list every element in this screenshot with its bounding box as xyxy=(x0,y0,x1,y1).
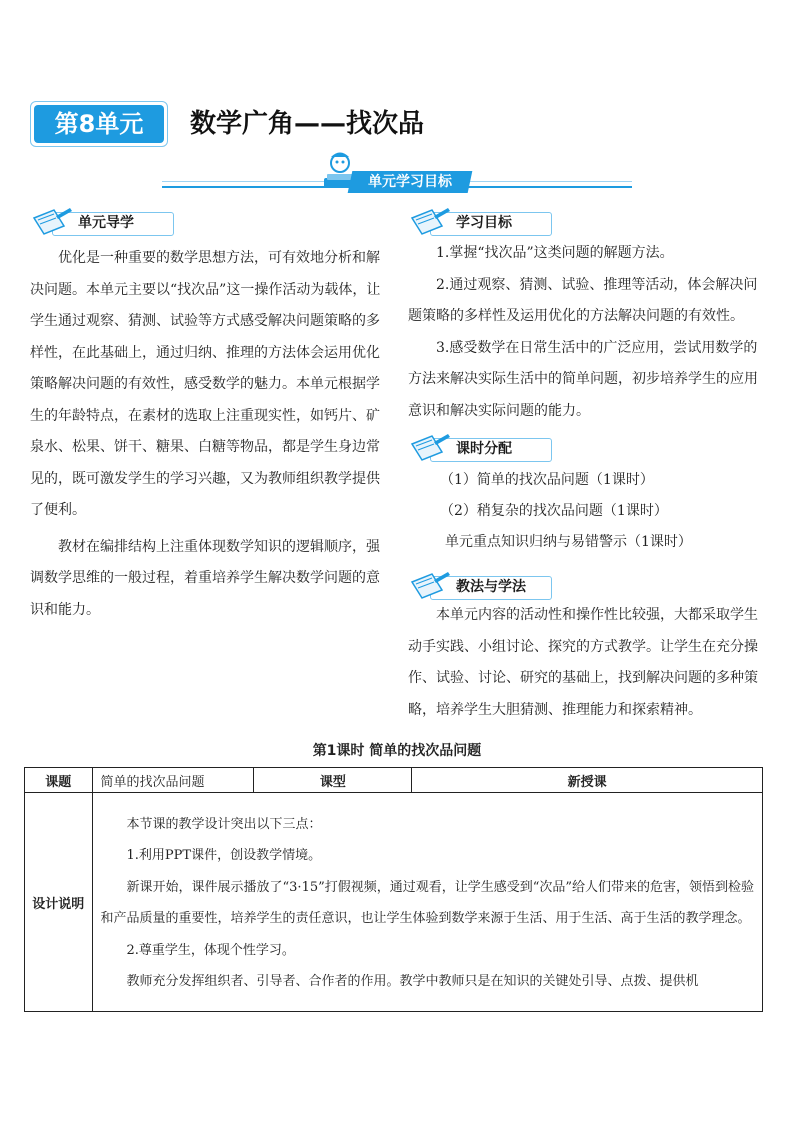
table-row xyxy=(25,793,763,1012)
unit-goals-banner: 单元学习目标 xyxy=(348,171,473,193)
goals-section-header xyxy=(408,206,558,234)
schedule-list xyxy=(440,465,770,558)
methods-section-header xyxy=(408,570,558,598)
goals-list xyxy=(408,238,764,427)
unit-title: 数学广角——找次品 xyxy=(190,109,425,139)
book-pencil-icon xyxy=(30,206,76,236)
guide-heading: 单元导学 xyxy=(78,215,134,231)
table-row xyxy=(25,768,763,793)
goal-item: 2.通过观察、猜测、试验、推理等活动，体会解决问题策略的多样性及运用优化的方法解决问题的有效性。 xyxy=(408,276,758,324)
design-line: 教师充分发挥组织者、引导者、合作者的作用。教学中教师只是在知识的关键处引导、点拨、提供机 xyxy=(126,974,699,989)
goals-heading: 学习目标 xyxy=(456,215,512,231)
lesson-table xyxy=(24,767,763,1012)
goal-item: 3.感受数学在日常生活中的广泛应用，尝试用数学的方法来解决实际生活中的简单问题，初步培养学生的应用意识和解决实际问题的能力。 xyxy=(408,339,758,419)
design-description xyxy=(92,793,762,1012)
goal-item: 1.掌握“找次品”这类问题的解题方法。 xyxy=(436,245,674,261)
book-pencil-icon xyxy=(408,570,454,600)
methods-paragraph: 本单元内容的活动性和操作性比较强，大都采取学生动手实践、小组讨论、探究的方式教学。让学生在充分操作、试验、讨论、研究的基础上，找到解决问题的多种策略，培养学生大胆猜测、推理能力和探索精神。 xyxy=(408,607,758,718)
design-label: 设计说明 xyxy=(25,793,93,1012)
type-label: 课型 xyxy=(254,768,412,793)
methods-heading: 教法与学法 xyxy=(456,579,526,595)
topic-label: 课题 xyxy=(25,768,93,793)
lesson-title: 第1课时 简单的找次品问题 xyxy=(312,743,482,759)
design-line: 2.尊重学生，体现个性学习。 xyxy=(126,942,295,958)
guide-section-header xyxy=(30,206,180,234)
guide-paragraph: 优化是一种重要的数学思想方法，可有效地分析和解决问题。本单元主要以“找次品”这一操作活动为载体，让学生通过观察、猜测、试验等方式感受解决问题策略的多样性，在此基础上，通过归纳、推理的方法体会运用优化策略解决问题的有效性，感受数学的魅力。本单元根据学生的年龄特点，在素材的选取上注重现实性，如钙片、矿泉水、松果、饼干、糖果、白糖等物品，都是学生身边常见的，既可激发学生的学习兴趣，又为教师组织教学提供了便利。 xyxy=(30,250,381,518)
guide-paragraph: 教材在编排结构上注重体现数学知识的逻辑顺序，强调数学思维的一般过程，着重培养学生解决数学问题的意识和能力。 xyxy=(30,538,380,618)
schedule-item: （1）简单的找次品问题（1课时） xyxy=(440,472,654,488)
book-pencil-icon xyxy=(408,432,454,462)
book-pencil-icon xyxy=(408,206,454,236)
unit-badge: 第8单元 xyxy=(34,105,164,143)
topic-value: 简单的找次品问题 xyxy=(92,768,254,793)
schedule-item: （2）稍复杂的找次品问题（1课时） xyxy=(440,503,668,519)
schedule-item: 单元重点知识归纳与易错警示（1课时） xyxy=(445,534,692,550)
schedule-section-header xyxy=(408,432,558,460)
design-line: 本节课的教学设计突出以下三点： xyxy=(126,816,322,832)
methods-text xyxy=(408,600,764,726)
guide-text xyxy=(30,243,382,626)
schedule-heading: 课时分配 xyxy=(456,441,512,457)
design-line: 新课开始，课件展示播放了“3·15”打假视频，通过观看，让学生感受到“次品”给人们带来的危害，领悟到检验和产品质量的重要性，培养学生的责任意识，也让学生体验到数学来源于生活、用于生活、高于生活的教学理念。 xyxy=(100,879,755,926)
type-value: 新授课 xyxy=(412,768,763,793)
design-line: 1.利用PPT课件，创设教学情境。 xyxy=(126,848,322,863)
